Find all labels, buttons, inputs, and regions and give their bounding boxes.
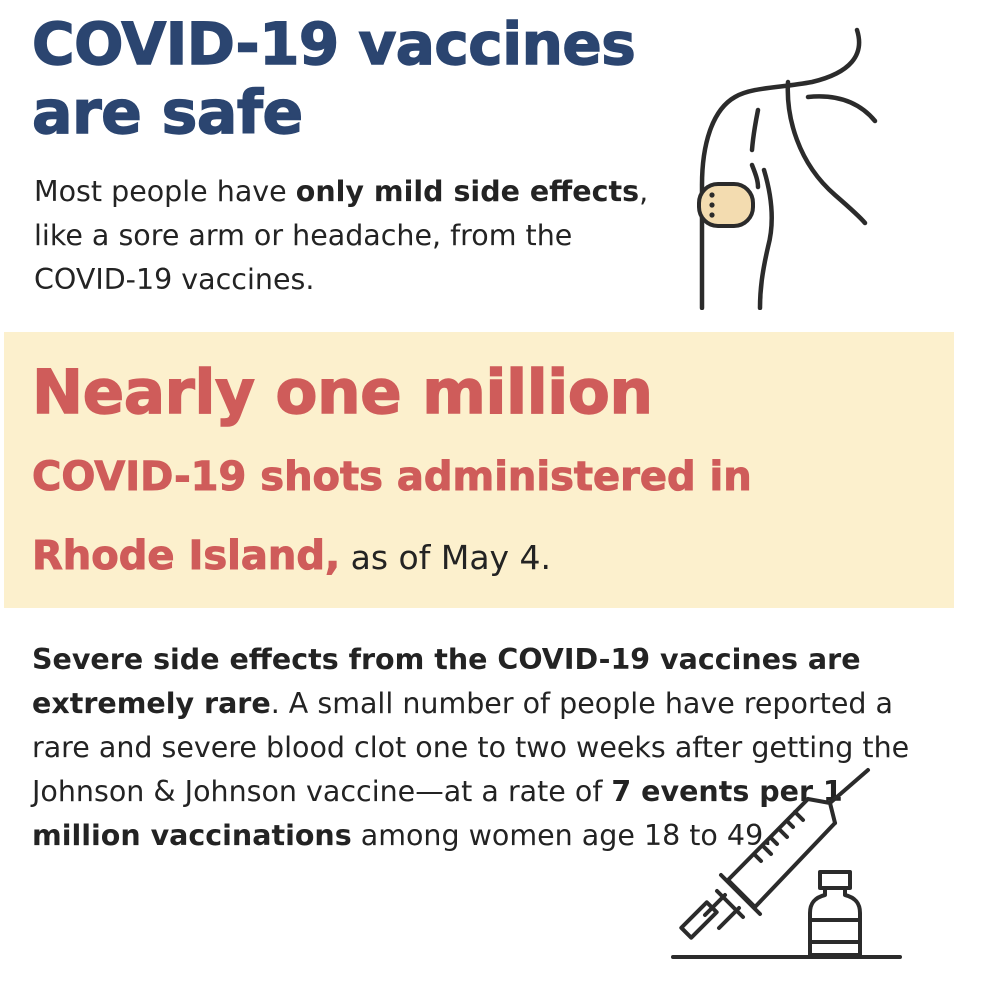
stat-subline: COVID-19 shots administered in (32, 454, 752, 500)
shoulder-bandage-icon (690, 25, 890, 310)
intro-paragraph (34, 170, 674, 302)
intro-text-1: Most people have (34, 175, 296, 208)
intro-text-2: , like a sore arm or headache, from the COVID-19 vaccines. (34, 175, 649, 296)
intro-bold: only mild side effects (295, 175, 640, 208)
stat-date: as of May 4. (340, 538, 552, 577)
stat-location-line (32, 533, 552, 579)
side-effects-bold-1: Severe side effects from the COVID-19 vaccines are extremely rare (32, 643, 861, 720)
stat-location: Rhode Island, (32, 533, 341, 579)
syringe-vial-icon (665, 765, 905, 965)
side-effects-text-1: . A small number of people have reported a rare and severe blood clot one to two weeks after getting the Johnson & Johnson vaccine—at a rate of (32, 687, 910, 808)
side-effects-text-2: among women age 18 to 49. (351, 819, 773, 852)
title-line-1: COVID-19 vaccines (32, 10, 636, 78)
side-effects-bold-2: 7 events per 1 million vaccinations (32, 775, 843, 852)
title-line-2: are safe (32, 78, 303, 148)
stat-headline: Nearly one million (32, 357, 653, 428)
